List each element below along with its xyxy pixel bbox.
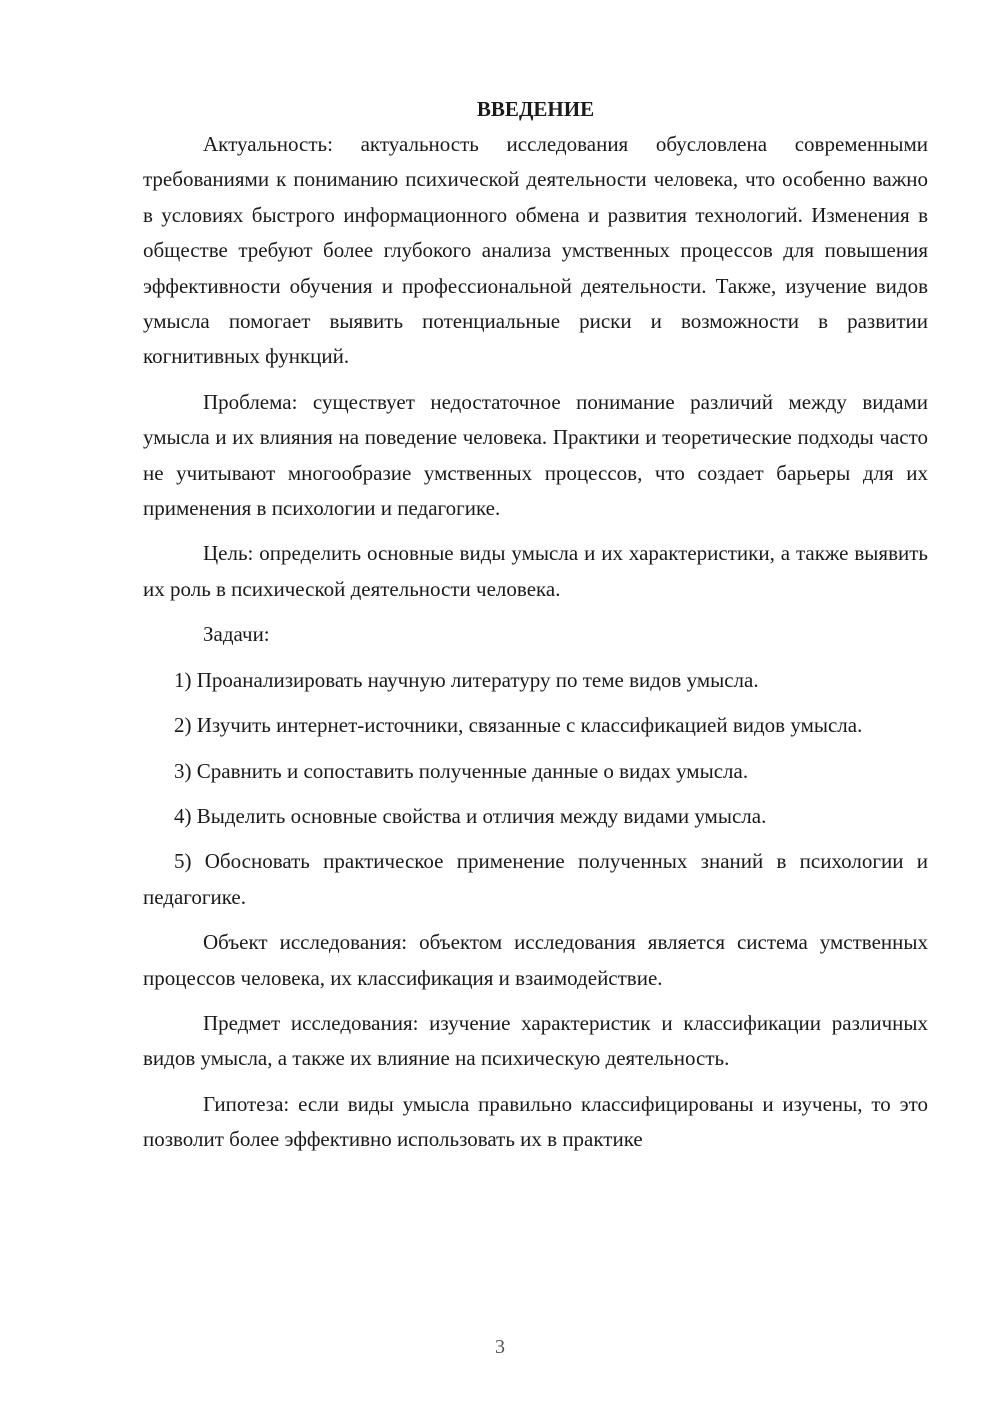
paragraph-goal: Цель: определить основные виды умысла и их характеристики, а также выявить их роль в психической деятельности человека.	[143, 541, 928, 601]
section-title: ВВЕДЕНИЕ	[476, 97, 595, 121]
task-item-2: 2) Изучить интернет-источники, связанные с классификацией видов умысла.	[174, 713, 863, 738]
task-item-1: 1) Проанализировать научную литературу по теме видов умысла.	[174, 667, 759, 692]
paragraph-problem: Проблема: существует недостаточное понимание различий между видами умысла и их влияния на поведение человека. Практики и теоретические подходы часто не учитывают многообразие умственных процессов, что создает барьеры для их применения в психологии и педагогике.	[143, 389, 928, 521]
paragraph-relevance: Актуальность: актуальность исследования обусловлена современными требованиями к пониманию психической деятельности человека, что особенно важно в условиях быстрого информационного обмена и развития технологий. Изменения в обществе требуют более глубокого анализа умственных процессов для повышения эффективности обучения и профессиональной деятельности. Также, изучение видов умысла помогает выявить потенциальные риски и возможности в развитии когнитивных функций.	[143, 132, 928, 369]
task-item-3: 3) Сравнить и сопоставить полученные данные о видах умысла.	[174, 758, 749, 783]
task-item-5: 5) Обосновать практическое применение полученных знаний в психологии и педагогике.	[143, 849, 928, 909]
paragraph-object: Объект исследования: объектом исследования является система умственных процессов человека, их классификация и взаимодействие.	[143, 930, 928, 990]
document-page	[143, 92, 928, 1168]
paragraph-hypothesis: Гипотеза: если виды умысла правильно классифицированы и изучены, то это позволит более эффективно использовать их в практике	[143, 1091, 928, 1152]
page-number: 3	[495, 1336, 505, 1358]
task-item-4: 4) Выделить основные свойства и отличия между видами умысла.	[174, 803, 767, 828]
paragraph-subject: Предмет исследования: изучение характеристик и классификации различных видов умысла, а также их влияние на психическую деятельность.	[143, 1010, 928, 1071]
paragraph-tasks-heading: Задачи:	[203, 622, 270, 647]
